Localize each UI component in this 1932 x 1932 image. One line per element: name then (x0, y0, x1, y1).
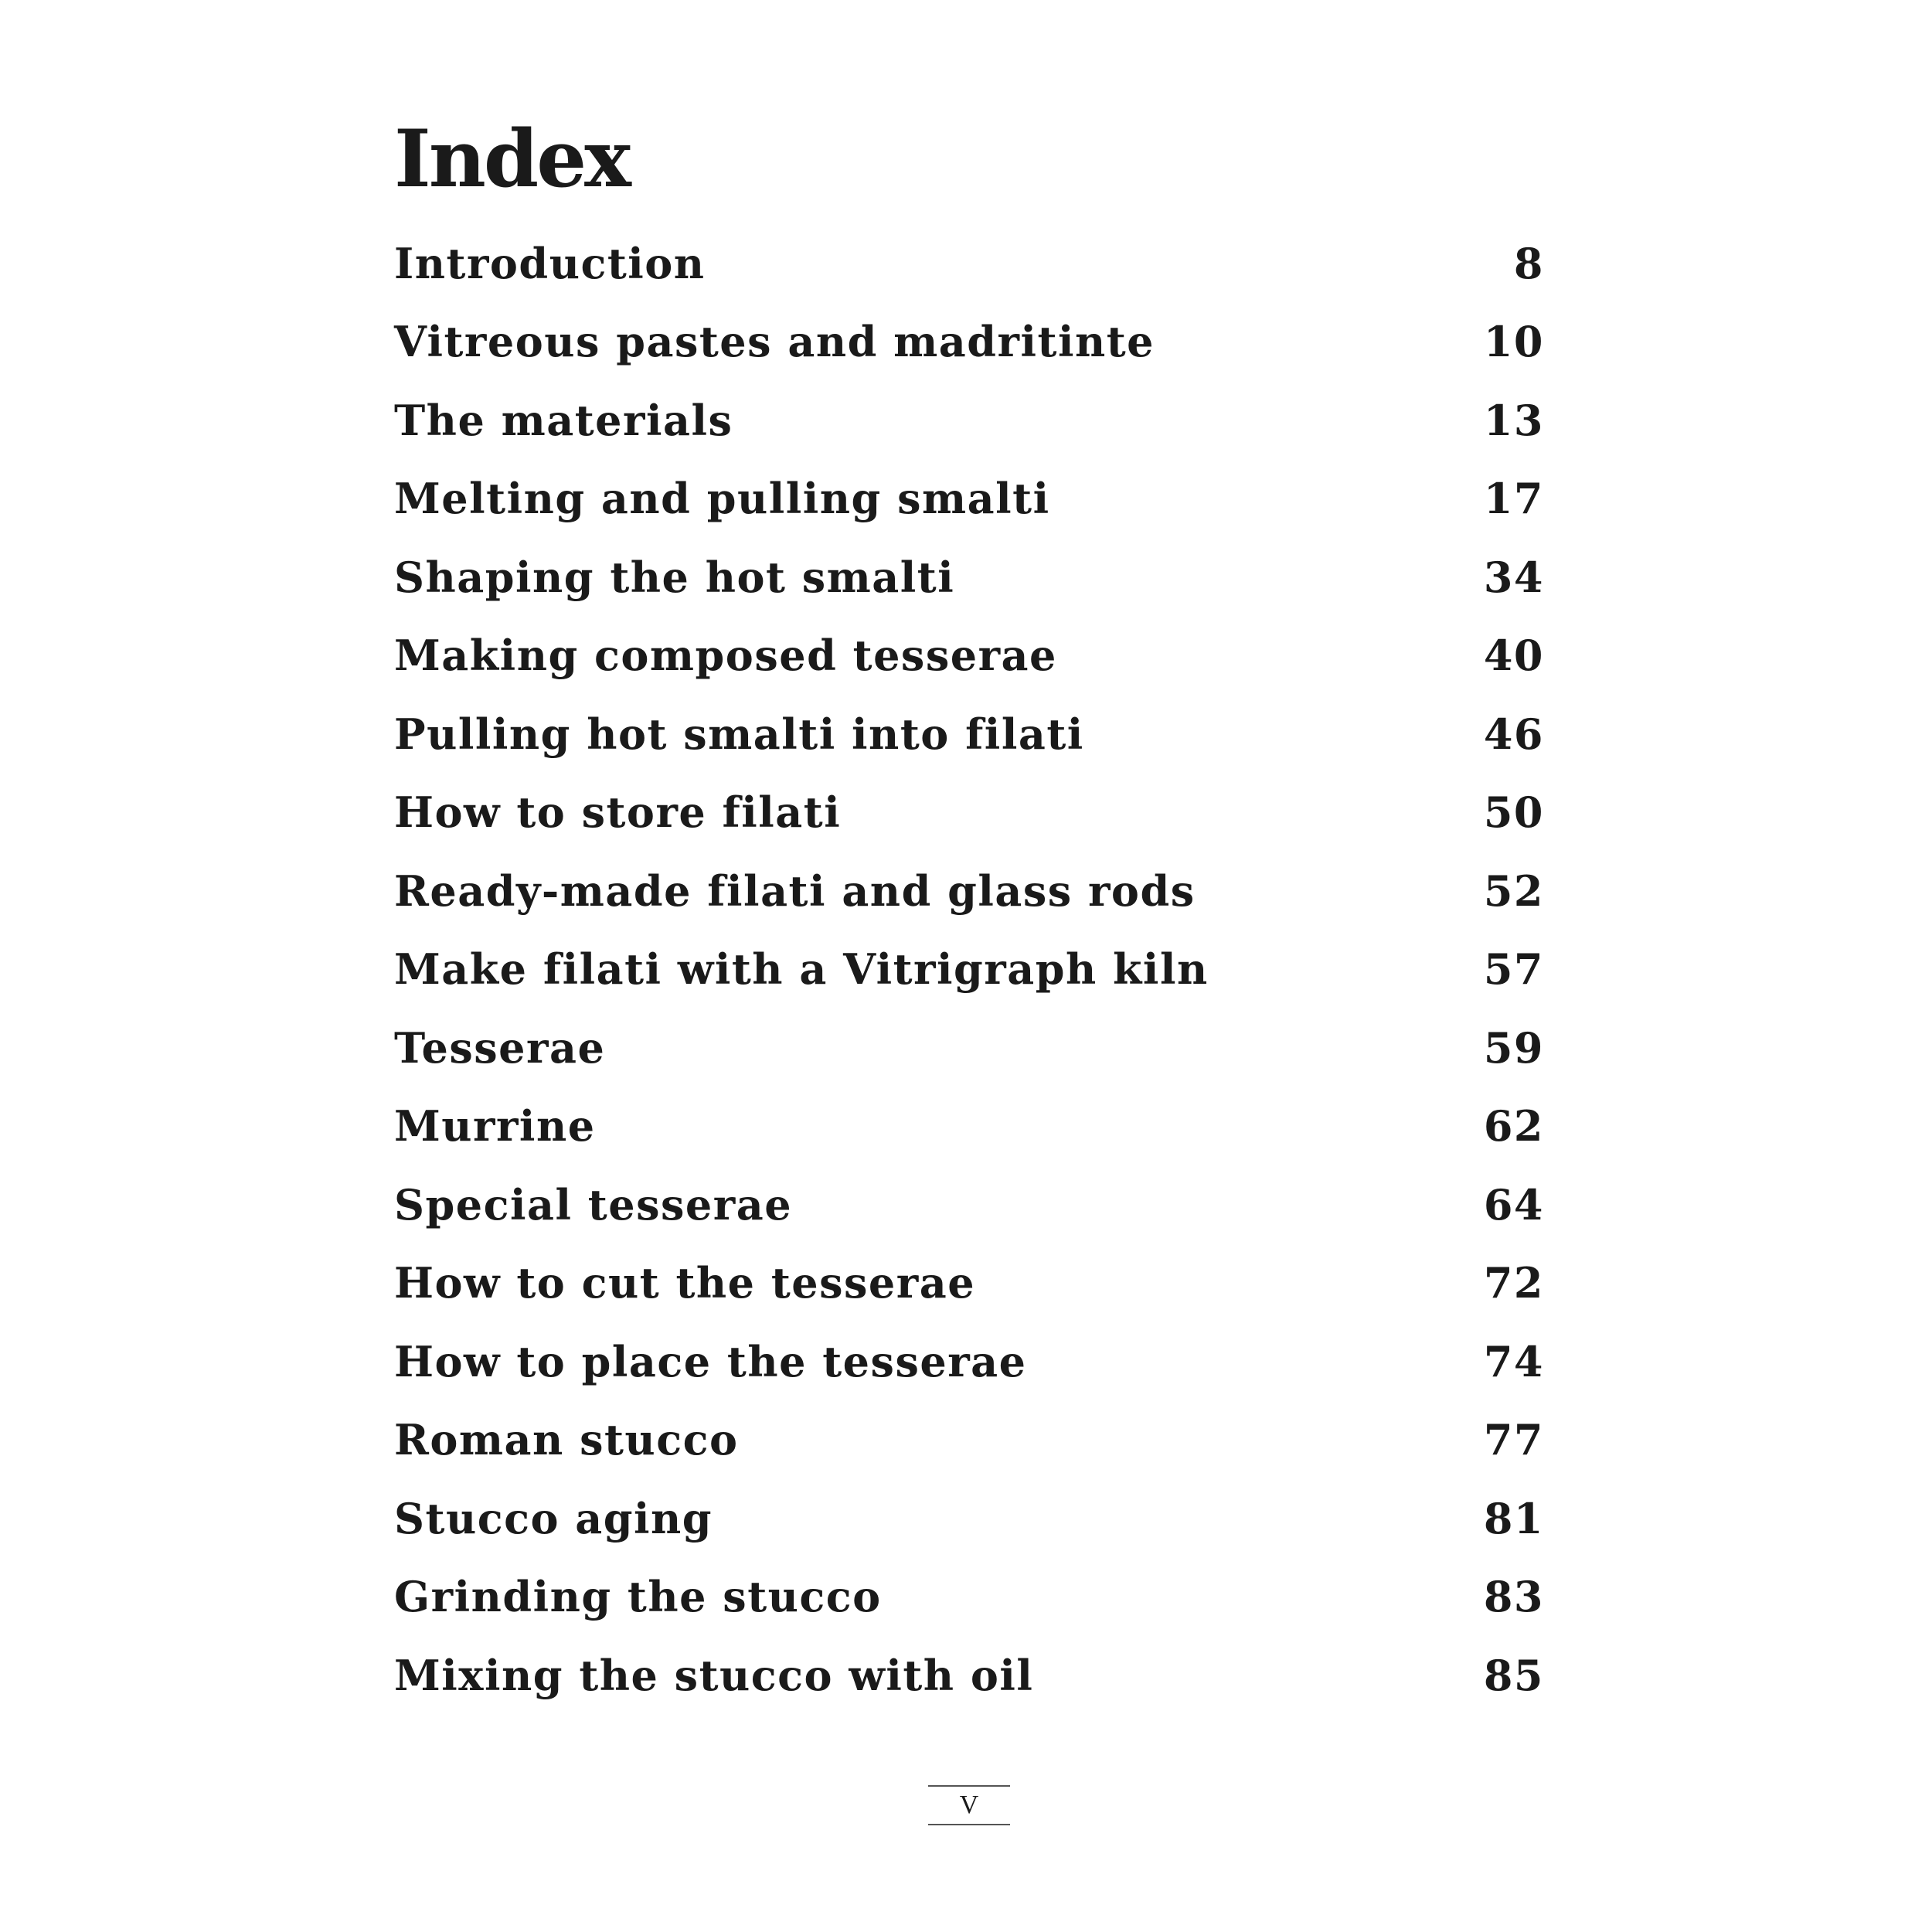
entry-page-number: 40 (1483, 631, 1544, 681)
entry-page-number: 77 (1483, 1415, 1544, 1465)
entry-title: Tesserae (394, 1022, 606, 1073)
index-entry (394, 1165, 1544, 1244)
index-entry (394, 1009, 1544, 1087)
entry-page-number: 64 (1483, 1179, 1544, 1230)
page-folio: V (928, 1785, 1010, 1825)
index-entry (394, 1479, 1544, 1558)
entry-page-number: 57 (1483, 944, 1544, 995)
index-entry (394, 695, 1544, 774)
index-entry (394, 303, 1544, 382)
entry-page-number: 34 (1483, 552, 1544, 602)
entry-title: Making composed tesserae (394, 631, 1057, 681)
index-entry (394, 774, 1544, 852)
entry-title: Murrine (394, 1101, 596, 1151)
entry-title: Roman stucco (394, 1415, 739, 1465)
entry-page-number: 72 (1483, 1258, 1544, 1308)
index-entry (394, 1401, 1544, 1480)
entry-title: The materials (394, 395, 733, 445)
index-entry (394, 617, 1544, 696)
entry-title: Mixing the stucco with oil (394, 1650, 1034, 1700)
index-entry (394, 852, 1544, 930)
entry-page-number: 17 (1483, 474, 1544, 524)
entry-page-number: 62 (1483, 1101, 1544, 1151)
index-entry (394, 1087, 1544, 1166)
entry-title: How to store filati (394, 787, 842, 838)
entry-title: Ready-made filati and glass rods (394, 866, 1196, 916)
index-entry (394, 538, 1544, 617)
entry-title: Make filati with a Vitrigraph kiln (394, 944, 1209, 995)
entry-page-number: 8 (1513, 238, 1544, 288)
index-entry (394, 1558, 1544, 1637)
entry-page-number: 59 (1483, 1022, 1544, 1073)
index-entry (394, 1322, 1544, 1401)
entry-page-number: 13 (1483, 395, 1544, 445)
entry-page-number: 50 (1483, 787, 1544, 838)
index-entry (394, 460, 1544, 539)
entry-page-number: 46 (1483, 709, 1544, 759)
index-entry (394, 930, 1544, 1009)
entry-title: How to place the tesserae (394, 1336, 1027, 1386)
entry-title: Grinding the stucco (394, 1572, 882, 1622)
entry-title: Shaping the hot smalti (394, 552, 955, 602)
entry-page-number: 10 (1483, 317, 1544, 367)
index-entry (394, 381, 1544, 460)
entry-title: Pulling hot smalti into filati (394, 709, 1084, 759)
entry-title: Introduction (394, 238, 706, 288)
index-entry (394, 224, 1544, 303)
entry-title: Vitreous pastes and madritinte (394, 317, 1155, 367)
index-entry (394, 1244, 1544, 1323)
entry-page-number: 83 (1483, 1572, 1544, 1622)
entry-title: Melting and pulling smalti (394, 474, 1050, 524)
index-list (394, 224, 1544, 1715)
index-entry (394, 1636, 1544, 1715)
entry-page-number: 52 (1483, 866, 1544, 916)
entry-page-number: 74 (1483, 1336, 1544, 1386)
entry-page-number: 81 (1483, 1493, 1544, 1543)
entry-title: How to cut the tesserae (394, 1258, 976, 1308)
page-title: Index (394, 113, 629, 206)
entry-title: Stucco aging (394, 1493, 713, 1543)
entry-title: Special tesserae (394, 1179, 793, 1230)
entry-page-number: 85 (1483, 1650, 1544, 1700)
